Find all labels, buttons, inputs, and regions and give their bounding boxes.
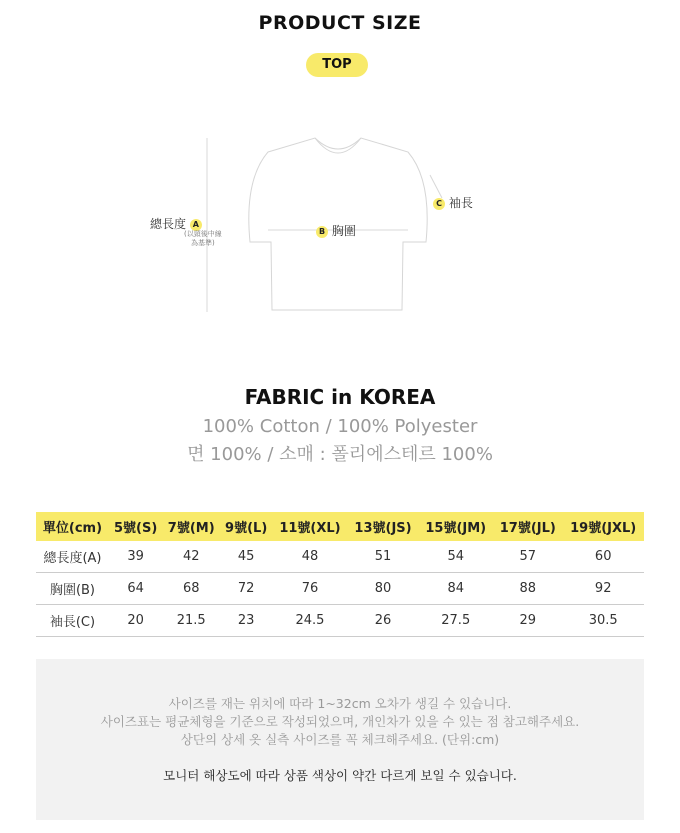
table-cell: 29 [493, 605, 562, 637]
table-cell: 92 [562, 573, 644, 605]
header-size: 17號(JL) [493, 512, 562, 541]
table-cell: 27.5 [418, 605, 493, 637]
table-cell: 39 [109, 541, 162, 573]
row-label: 袖長(C) [36, 605, 109, 637]
table-cell: 84 [418, 573, 493, 605]
notice-line-1: 사이즈를 재는 위치에 따라 1~32cm 오차가 생길 수 있습니다. [168, 696, 512, 711]
badge-b: B [316, 226, 328, 238]
length-note-line-1: (以頸後中線 [184, 230, 222, 238]
notice-line-3: 상단의 상세 옷 실측 사이즈를 꼭 체크해주세요. (단위:cm) [180, 732, 500, 747]
notice-line-4: 모니터 해상도에 따라 상품 색상이 약간 다르게 보일 수 있습니다. [163, 768, 517, 783]
notice-line-2: 사이즈표는 평균체형을 기준으로 작성되었으며, 개인차가 있을 수 있는 점 참고해주세요. [100, 714, 580, 729]
fabric-composition-en: 100% Cotton / 100% Polyester [202, 416, 478, 437]
table-cell: 26 [348, 605, 419, 637]
page-title: PRODUCT SIZE [258, 12, 422, 34]
badge-c: C [433, 198, 445, 210]
table-cell: 51 [348, 541, 419, 573]
fabric-composition-ko: 면 100% / 소매 : 폴리에스테르 100% [187, 444, 493, 465]
table-cell: 45 [220, 541, 272, 573]
header-size: 15號(JM) [418, 512, 493, 541]
fabric-title: FABRIC in KOREA [244, 385, 436, 409]
chest-label [316, 222, 356, 239]
size-table [36, 512, 644, 637]
table-cell: 24.5 [272, 605, 348, 637]
table-cell: 64 [109, 573, 162, 605]
header-size: 7號(M) [162, 512, 220, 541]
notice-box [36, 659, 644, 820]
length-note-line-2: 為基準) [191, 239, 215, 247]
table-cell: 57 [493, 541, 562, 573]
table-cell: 21.5 [162, 605, 220, 637]
table-cell: 30.5 [562, 605, 644, 637]
header-unit: 單位(cm) [36, 512, 109, 541]
category-badge: TOP [306, 53, 368, 77]
length-note [184, 230, 222, 248]
table-row [36, 605, 644, 637]
header-size: 9號(L) [220, 512, 272, 541]
garment-diagram [140, 120, 540, 330]
header-size: 5號(S) [109, 512, 162, 541]
table-cell: 68 [162, 573, 220, 605]
header-size: 13號(JS) [348, 512, 419, 541]
sleeve-label-text: 袖長 [448, 196, 473, 210]
table-cell: 54 [418, 541, 493, 573]
table-cell: 80 [348, 573, 419, 605]
table-cell: 48 [272, 541, 348, 573]
table-cell: 20 [109, 605, 162, 637]
row-label: 總長度(A) [36, 541, 109, 573]
header-size: 19號(JXL) [562, 512, 644, 541]
table-cell: 60 [562, 541, 644, 573]
table-cell: 88 [493, 573, 562, 605]
table-cell: 76 [272, 573, 348, 605]
table-cell: 42 [162, 541, 220, 573]
table-cell: 72 [220, 573, 272, 605]
table-cell: 23 [220, 605, 272, 637]
size-table-header [36, 512, 644, 541]
table-row [36, 573, 644, 605]
header-size: 11號(XL) [272, 512, 348, 541]
sleeve-label [433, 194, 473, 211]
chest-label-text: 胸圍 [331, 224, 356, 238]
row-label: 胸圍(B) [36, 573, 109, 605]
badge-a: A [190, 219, 202, 231]
table-row [36, 541, 644, 573]
length-label-text: 總長度 [150, 217, 187, 231]
